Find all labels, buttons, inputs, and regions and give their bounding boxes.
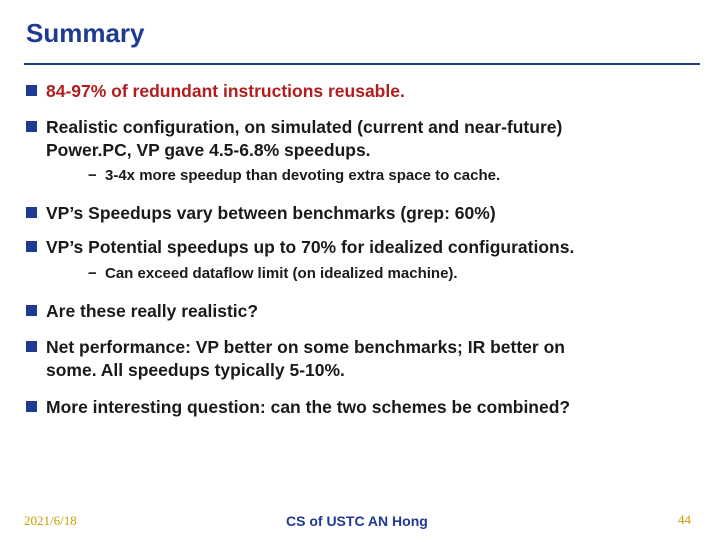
bullet-text: 84-97% of redundant instructions reusable. [46, 81, 405, 101]
bullet-text-line1: Realistic configuration, on simulated (current and near-future) [46, 117, 563, 137]
square-bullet-icon [26, 121, 37, 132]
square-bullet-icon [26, 305, 37, 316]
square-bullet-icon [26, 85, 37, 96]
bullet-text-line2: some. All speedups typically 5-10%. [46, 360, 345, 380]
bullet-text-line2: Power.PC, VP gave 4.5-6.8% speedups. [46, 140, 371, 160]
dash-icon: − [88, 167, 97, 184]
square-bullet-icon [26, 401, 37, 412]
square-bullet-icon [26, 241, 37, 252]
page-number: 44 [678, 512, 691, 527]
title-divider [24, 63, 700, 65]
square-bullet-icon [26, 341, 37, 352]
bullet-text: VP’s Potential speedups up to 70% for idealized configurations. [46, 237, 575, 257]
bullet-text-line1: Net performance: VP better on some benchmarks; IR better on [46, 337, 565, 357]
bullet-text: More interesting question: can the two schemes be combined? [46, 397, 571, 417]
dash-icon: − [88, 265, 97, 282]
bullet-text: VP’s Speedups vary between benchmarks (grep: 60%) [46, 203, 496, 223]
sub-bullet-text: 3-4x more speedup than devoting extra space to cache. [105, 167, 501, 184]
bullet-text: Are these really realistic? [46, 301, 259, 321]
slide-title: Summary [26, 18, 145, 48]
footer-course-label: CS of USTC AN Hong [286, 513, 428, 529]
sub-bullet-text: Can exceed dataflow limit (on idealized machine). [105, 265, 458, 282]
square-bullet-icon [26, 207, 37, 218]
footer-date: 2021/6/18 [24, 513, 77, 528]
